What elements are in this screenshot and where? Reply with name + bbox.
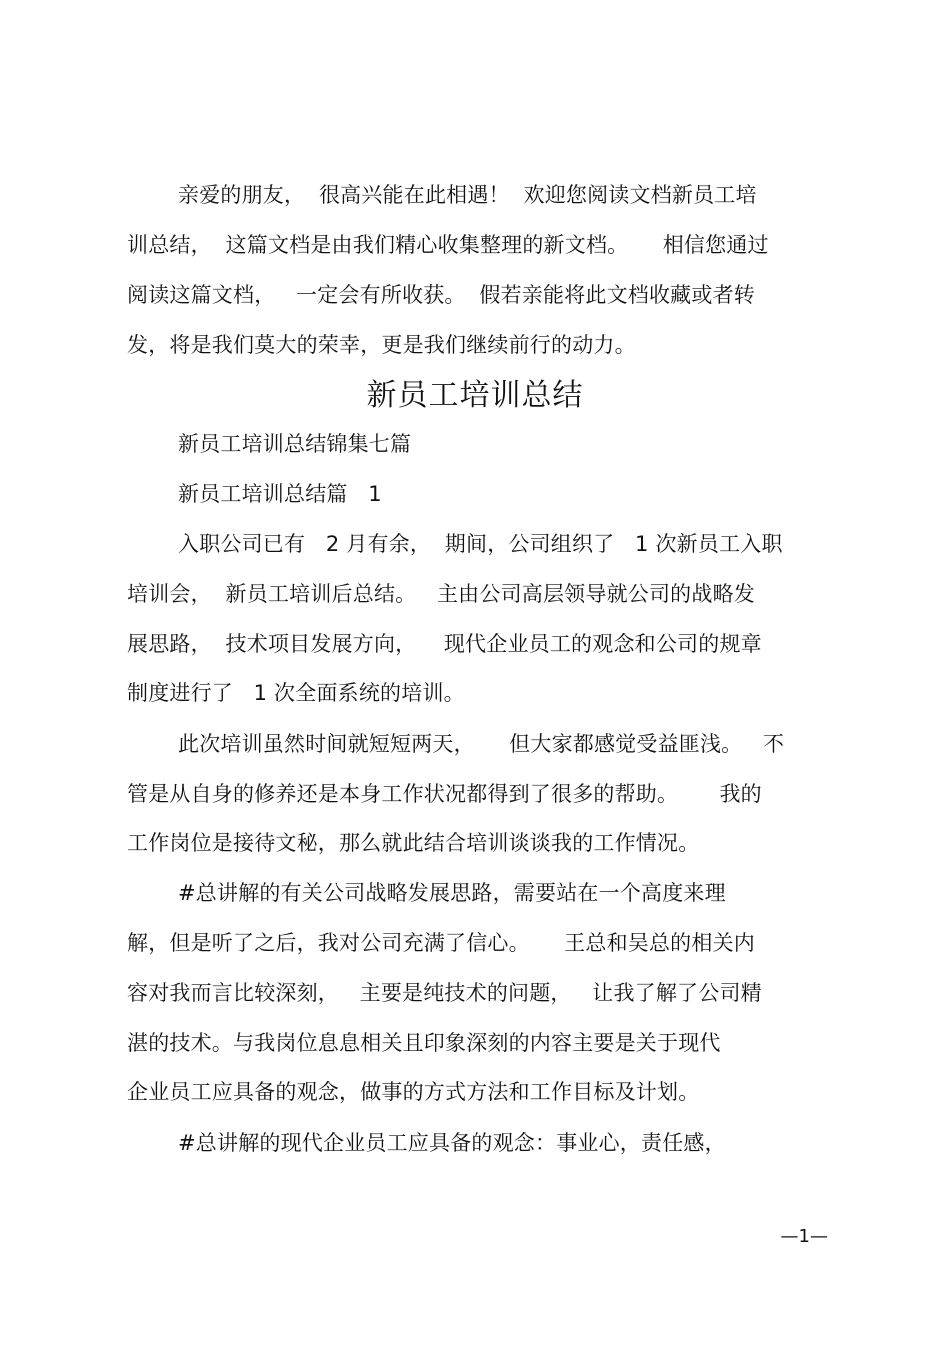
paragraph-line: 解，但是听了之后，我对公司充满了信心。 王总和吴总的相关内	[127, 931, 755, 955]
paragraph-line: 湛的技术。与我岗位息息相关且印象深刻的内容主要是关于现代	[127, 1031, 721, 1055]
section-heading: 新员工培训总结篇 1	[178, 482, 382, 506]
paragraph-line: 入职公司已有 2 月有余， 期间，公司组织了 1 次新员工入职	[178, 532, 783, 556]
page-number: —1—	[780, 1226, 828, 1247]
intro-line: 发，将是我们莫大的荣幸，更是我们继续前行的动力。	[127, 333, 636, 357]
paragraph-line: 此次培训虽然时间就短短两天， 但大家都感觉受益匪浅。 不	[178, 732, 785, 756]
paragraph-line: 培训会， 新员工培训后总结。 主由公司高层领导就公司的战略发	[127, 582, 755, 606]
document-title: 新员工培训总结	[366, 378, 584, 413]
paragraph-line: 容对我而言比较深刻， 主要是纯技术的问题， 让我了解了公司精	[127, 981, 762, 1005]
paragraph-line: 展思路， 技术项目发展方向， 现代企业员工的观念和公司的规章	[127, 632, 762, 656]
paragraph-line: 工作岗位是接待文秘，那么就此结合培训谈谈我的工作情况。	[127, 831, 700, 855]
intro-line: 阅读这篇文档， 一定会有所收获。 假若亲能将此文档收藏或者转	[127, 283, 755, 307]
paragraph-line: #总讲解的现代企业员工应具备的观念：事业心，责任感，	[178, 1131, 726, 1155]
paragraph-line: #总讲解的有关公司战略发展思路，需要站在一个高度来理	[178, 881, 726, 905]
intro-line: 亲爱的朋友， 很高兴能在此相遇！ 欢迎您阅读文档新员工培	[178, 183, 757, 207]
paragraph-line: 企业员工应具备的观念，做事的方式方法和工作目标及计划。	[127, 1080, 700, 1104]
intro-line: 训总结， 这篇文档是由我们精心收集整理的新文档。 相信您通过	[127, 233, 769, 257]
paragraph-line: 制度进行了 1 次全面系统的培训。	[127, 681, 465, 705]
document-subtitle: 新员工培训总结锦集七篇	[178, 432, 412, 456]
paragraph-line: 管是从自身的修养还是本身工作状况都得到了很多的帮助。 我的	[127, 782, 762, 806]
